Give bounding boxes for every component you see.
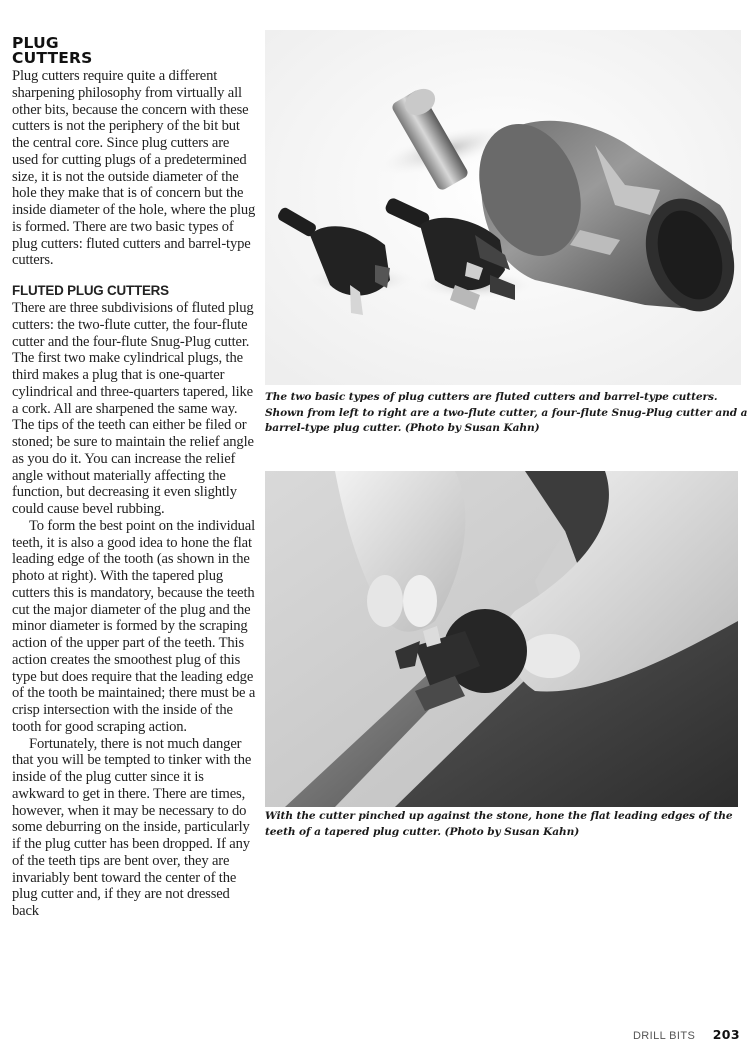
photo-honing-plug-cutter — [265, 471, 738, 807]
figure-caption: The two basic types of plug cutters are fluted cutters and barrel-type cutters. Shown from left to right are a two-flute cutter, a four-flute Snug-Plug cutter and a barrel-type plug cutter. (Photo by Susan Kahn) — [265, 391, 748, 435]
plug-cutters-illustration — [265, 30, 741, 385]
heading-line-1: PLUG — [12, 34, 59, 52]
photo-plug-cutters — [265, 30, 741, 385]
subheading-fluted-plug-cutters: FLUTED PLUG CUTTERS — [12, 283, 169, 298]
heading-line-2: CUTTERS — [12, 49, 93, 67]
running-footer-section: DRILL BITS — [632, 1030, 696, 1042]
figure-caption: With the cutter pinched up against the stone, hone the flat leading edges of the teeth of a tapered plug cutter. (Photo by Susan Kahn) — [265, 810, 733, 838]
intro-paragraph: Plug cutters require quite a different sharpening philosophy from virtually all other bits, because the concern with these cutters is not the periphery of the bit but the central core. Since plug cutters are used for cutting plugs of a predetermined size, it is not the outside diameter of the hole they make that is of concern but the inside diameter of the hole, where the plug is formed. There are two basic types of plug cutters: fluted cutters and barrel-type cutters. — [12, 68, 256, 269]
page-footer — [633, 1027, 740, 1042]
honing-illustration — [265, 471, 738, 807]
page-number: 203 — [712, 1027, 740, 1042]
section-heading — [12, 36, 257, 66]
body-paragraph: There are three subdivisions of fluted plug cutters: the two-flute cutter, the four-flute cutter and the four-flute Snug-Plug cutter. The first two make cylindrical plugs, the third makes a plug that is one-quarter cylindrical and three-quarters tapered, like a cork. All are sharpened the same way. The tips of the teeth can either be filed or stoned; be sure to maintain the relief angle as you do it. You can increase the relief angle without materially affecting the function, but decreasing it even slightly could cause bevel rubbing. — [12, 300, 254, 517]
body-paragraph: Fortunately, there is not much danger that you will be tempted to tinker with the inside of the plug cutter since it is awkward to get in there. There are times, however, when it may be necessary to do some deburring on the inside, particularly if the plug cutter has been dropped. If any of the teeth tips are bent over, they are invariably bent toward the center of the plug cutter and, if they are not dressed back — [12, 735, 252, 919]
main-text-column — [12, 36, 257, 920]
body-paragraph: To form the best point on the individual teeth, it is also a good idea to hone the flat leading edge of the tooth (as shown in the photo at right). With the tapered plug cutters this is mandatory, because the teeth cut the major diameter of the plug and the minor diameter is formed by the scraping action of the upper part of the teeth. This action creates the smoothest plug of this type but does require that the leading edge of the tooth be maintained; there must be a crisp intersection with the inside of the tooth for good scraping action. — [12, 517, 256, 735]
